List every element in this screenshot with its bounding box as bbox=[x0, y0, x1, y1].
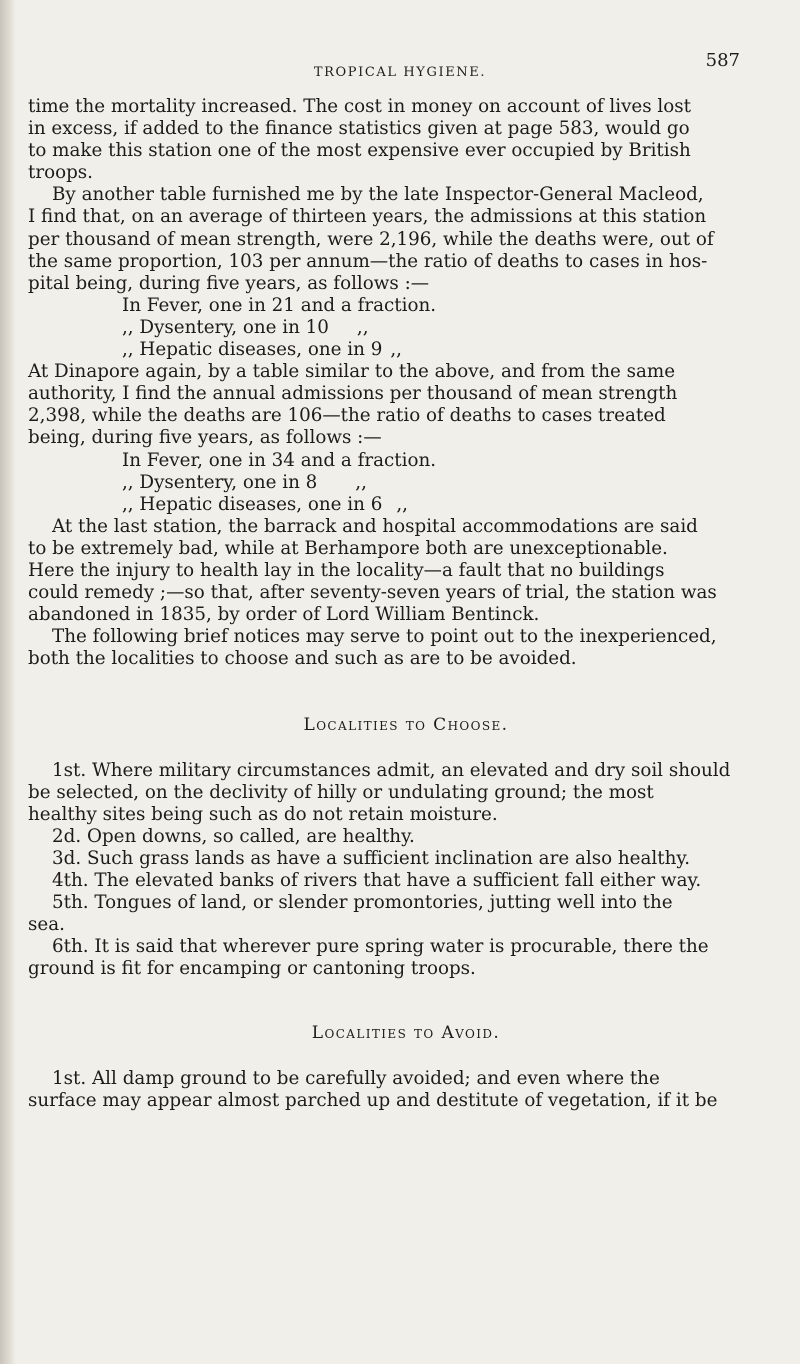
paragraph-4 bbox=[28, 516, 784, 626]
ratio-line bbox=[28, 339, 784, 361]
text-line: could remedy ;—so that, after seventy-seven years of trial, the station was bbox=[28, 582, 717, 604]
text-line: time the mortality increased. The cost in money on account of lives lost bbox=[28, 96, 692, 117]
list-choose bbox=[28, 760, 784, 981]
ratio-line bbox=[28, 295, 784, 317]
ratio-line bbox=[28, 472, 784, 494]
section-heading-avoid: Localities to Avoid. bbox=[311, 1023, 501, 1044]
text-line: be selected, on the declivity of hilly or undulating ground; the most bbox=[28, 781, 654, 803]
text-line: to make this station one of the most expensive ever occupied by British bbox=[28, 140, 691, 162]
text-line: authority, I find the annual admissions per thousand of mean strength bbox=[28, 383, 678, 405]
text-line: ground is fit for encamping or cantoning troops. bbox=[28, 958, 476, 980]
text-line: in excess, if added to the finance statistics given at page 583, would go bbox=[28, 118, 690, 140]
text-line: 2d. Open downs, so called, are healthy. bbox=[52, 825, 415, 847]
list-item bbox=[28, 826, 784, 848]
text-line: At the last station, the barrack and hospital accommodations are said bbox=[52, 515, 698, 537]
text-line: 1st. Where military circumstances admit, an elevated and dry soil should bbox=[52, 759, 731, 781]
list-item bbox=[28, 870, 784, 892]
text-line: 4th. The elevated banks of rivers that have a sufficient fall either way. bbox=[52, 870, 702, 891]
ratio-label: ,, Dysentery, one in 8 bbox=[122, 471, 318, 493]
text-line: troops. bbox=[28, 162, 93, 184]
text-line: The following brief notices may serve to point out to the inexperienced, bbox=[52, 626, 717, 648]
ratio-list-1 bbox=[28, 295, 784, 361]
list-avoid bbox=[28, 1068, 784, 1112]
text-line: 3d. Such grass lands as have a sufficient inclination are also healthy. bbox=[52, 847, 691, 869]
text-line: 5th. Tongues of land, or slender promontories, jutting well into the bbox=[52, 892, 673, 914]
text-line: both the localities to choose and such as are to be avoided. bbox=[28, 648, 577, 670]
text-line: healthy sites being such as do not retain moisture. bbox=[28, 803, 498, 825]
ditto-mark: ,, bbox=[356, 316, 369, 338]
page-text bbox=[28, 96, 784, 1112]
page-number: 587 bbox=[705, 50, 740, 71]
text-line: to be extremely bad, while at Berhampore both are unexceptionable. bbox=[28, 537, 668, 559]
ditto-mark: ,, bbox=[355, 471, 367, 493]
binding-gutter bbox=[0, 0, 16, 1364]
text-line: By another table furnished me by the late Inspector-General Macleod, bbox=[52, 184, 704, 206]
text-line: Here the injury to health lay in the locality—a fault that no buildings bbox=[28, 559, 665, 581]
text-line: 2,398, while the deaths are 106—the ratio of deaths to cases treated bbox=[28, 405, 666, 427]
ratio-line bbox=[28, 494, 784, 516]
text-line: surface may appear almost parched up and destitute of vegetation, if it be bbox=[28, 1089, 718, 1111]
list-item bbox=[28, 892, 784, 936]
paragraph-2 bbox=[28, 184, 784, 294]
paragraph-3 bbox=[28, 361, 784, 449]
text-line: At Dinapore again, by a table similar to the above, and from the same bbox=[28, 361, 676, 383]
ditto-mark: ,, bbox=[396, 493, 408, 515]
list-item bbox=[28, 936, 784, 980]
ratio-list-2 bbox=[28, 450, 784, 516]
ratio-label: ,, Hepatic diseases, one in 6 bbox=[122, 493, 383, 515]
section-heading-choose: Localities to Choose. bbox=[303, 715, 509, 736]
list-item bbox=[28, 848, 784, 870]
text-line: being, during five years, as follows :— bbox=[28, 427, 382, 449]
text-line: pital being, during five years, as follows :— bbox=[28, 272, 430, 294]
text-line: I find that, on an average of thirteen years, the admissions at this station bbox=[28, 206, 707, 228]
list-item bbox=[28, 1068, 784, 1112]
running-head: TROPICAL HYGIENE. bbox=[313, 65, 487, 80]
ratio-label: ,, Dysentery, one in 10 bbox=[122, 316, 329, 338]
text-line: the same proportion, 103 per annum—the ratio of deaths to cases in hos- bbox=[28, 250, 708, 272]
ratio-label: ,, Hepatic diseases, one in 9 bbox=[122, 339, 383, 361]
list-item bbox=[28, 760, 784, 826]
paragraph-5 bbox=[28, 626, 784, 670]
text-line: per thousand of mean strength, were 2,196, while the deaths were, out of bbox=[28, 228, 714, 250]
text-line: 1st. All damp ground to be carefully avoided; and even where the bbox=[52, 1067, 660, 1089]
ratio-line bbox=[28, 450, 784, 472]
ditto-mark: ,, bbox=[390, 339, 402, 361]
ratio-line bbox=[28, 317, 784, 339]
page-header bbox=[0, 50, 800, 86]
ratio-label: In Fever, one in 21 and a fraction. bbox=[122, 294, 437, 316]
paragraph-1 bbox=[28, 96, 784, 184]
text-line: 6th. It is said that wherever pure spring water is procurable, there the bbox=[52, 936, 709, 958]
text-line: sea. bbox=[28, 914, 65, 936]
text-line: abandoned in 1835, by order of Lord William Bentinck. bbox=[28, 604, 540, 626]
ratio-label: In Fever, one in 34 and a fraction. bbox=[122, 449, 437, 471]
